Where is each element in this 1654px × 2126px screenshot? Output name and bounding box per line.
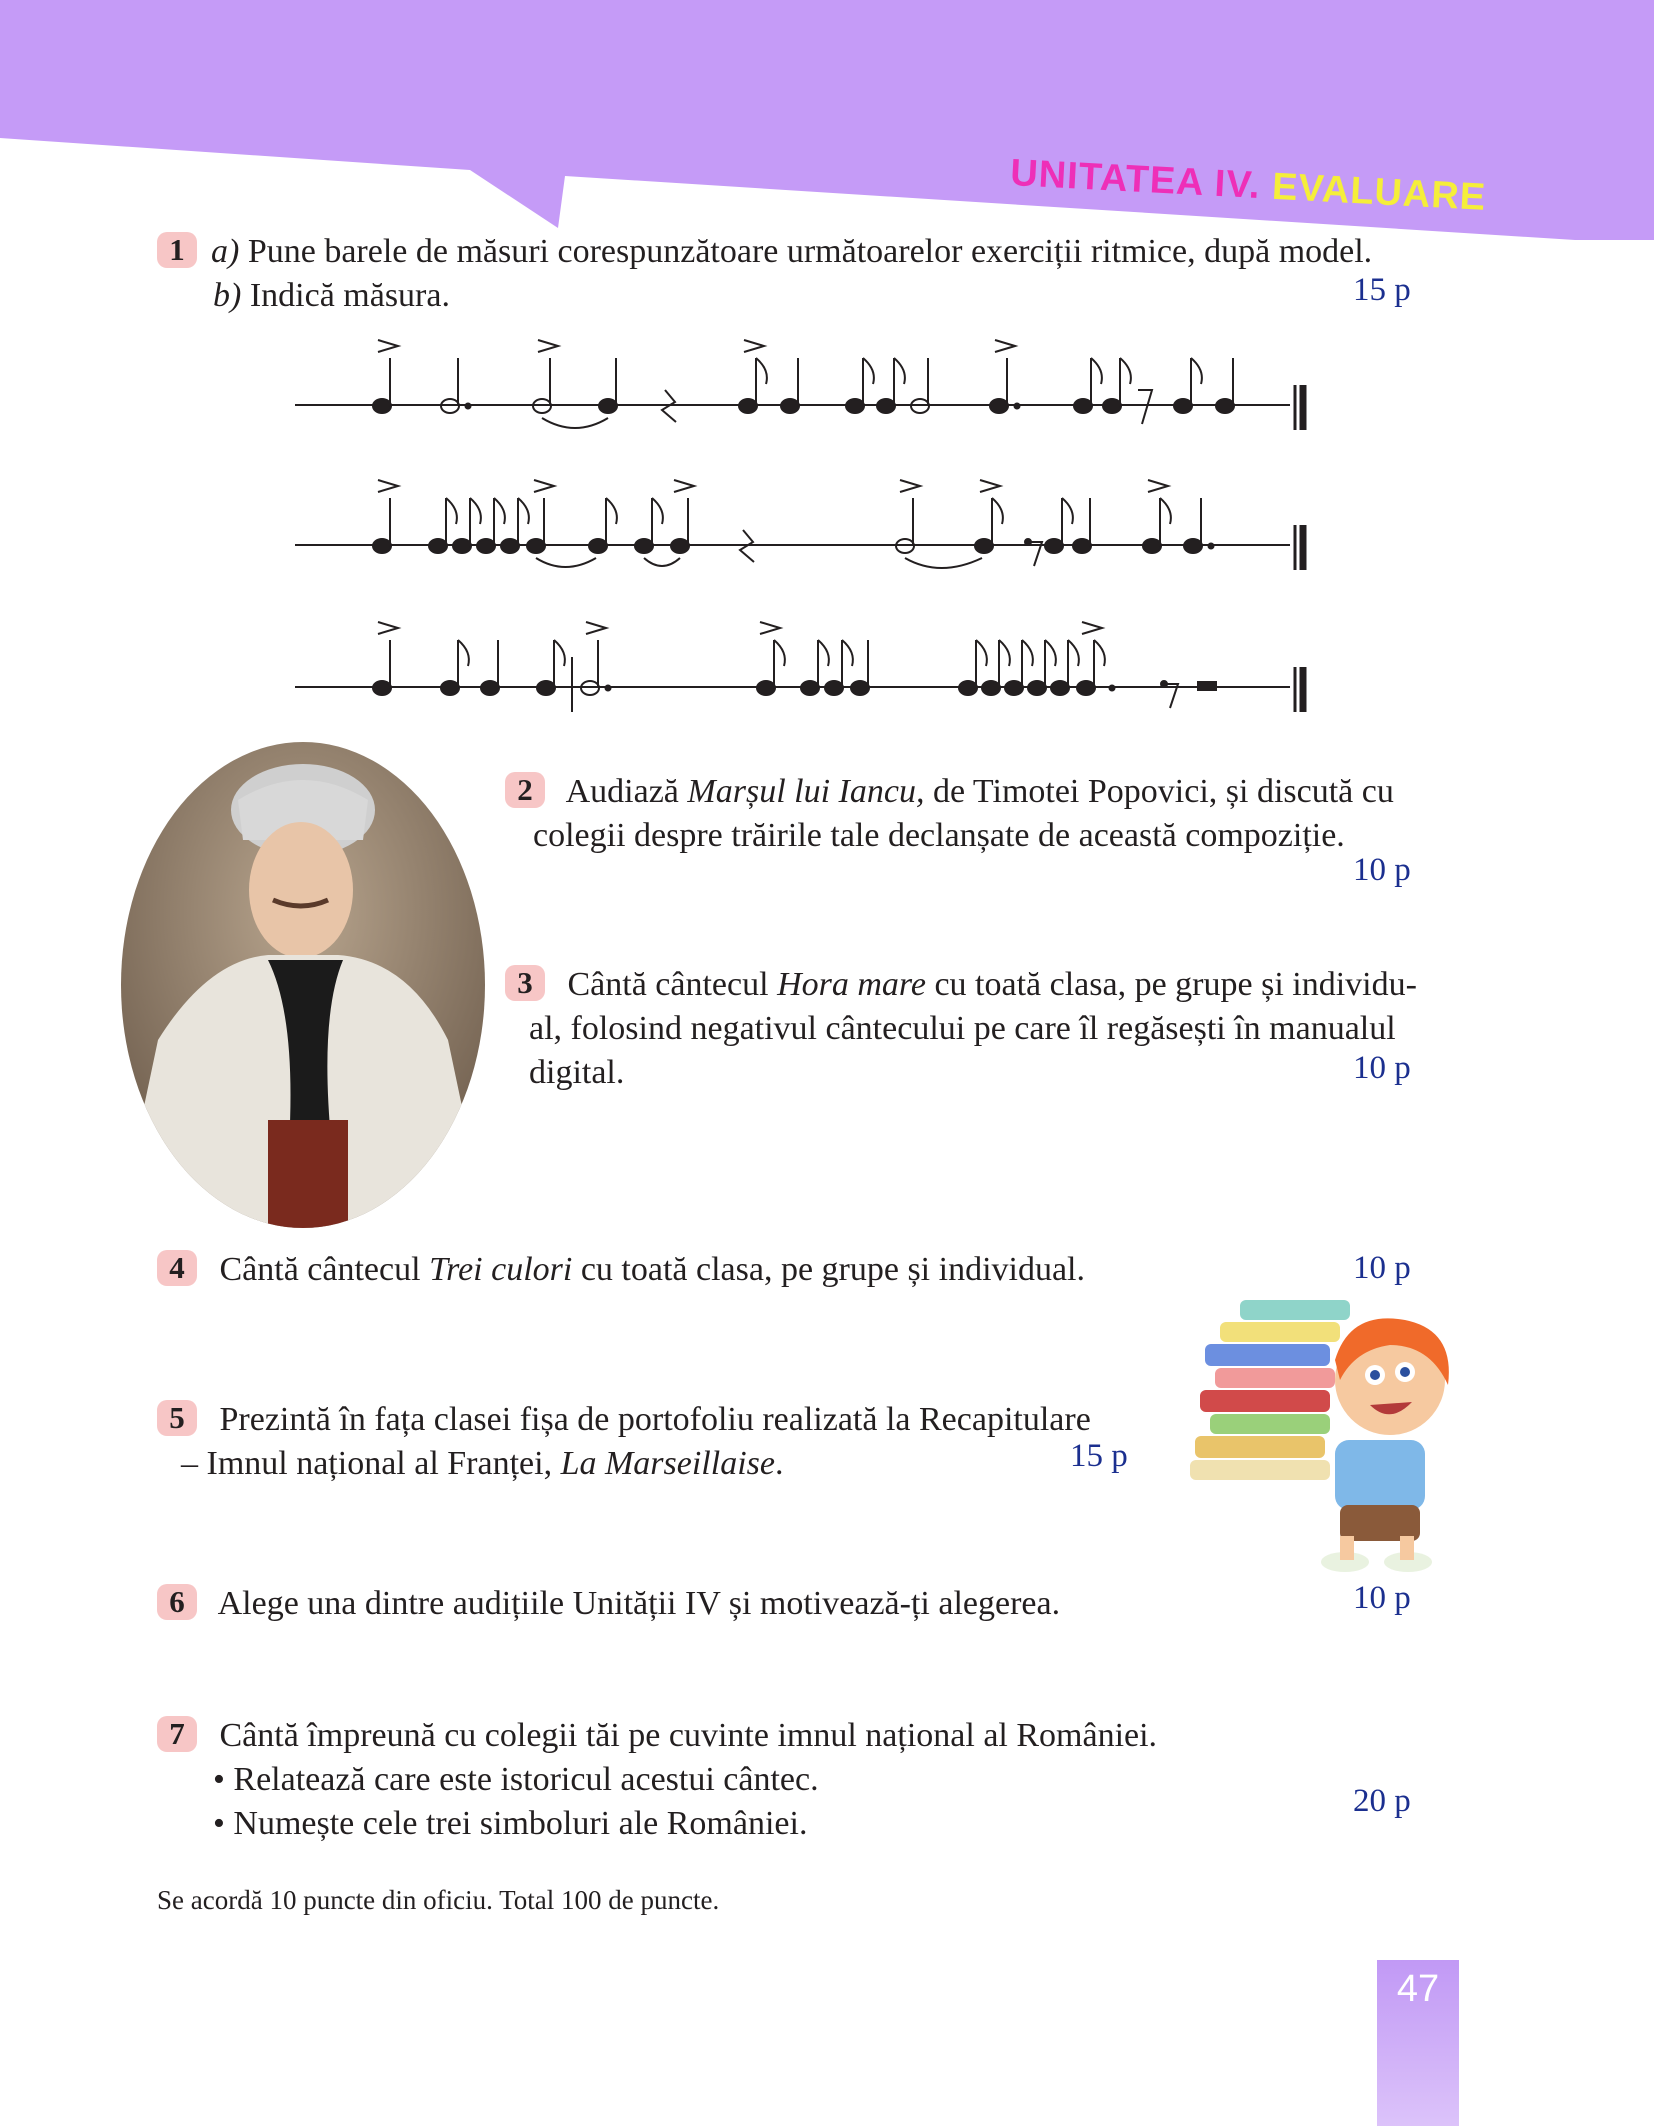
- exercise-6-points: 10 p: [1353, 1580, 1411, 1616]
- exercise-6: [157, 1582, 1217, 1626]
- exercise-2: [505, 770, 1465, 858]
- exercise-1-instruction-b: Indică măsura.: [241, 277, 450, 314]
- exercise-7-points: 20 p: [1353, 1783, 1411, 1819]
- exercise-number: 7: [157, 1716, 197, 1752]
- exercise-number: 1: [157, 232, 197, 268]
- exercise-5-line-2-before: – Imnul național al Franței,: [181, 1445, 561, 1482]
- exercise-number: 6: [157, 1584, 197, 1620]
- exercise-1-line-b: [157, 274, 1457, 318]
- kid-illustration: [1190, 1290, 1470, 1590]
- exercise-number: 4: [157, 1250, 197, 1286]
- exercise-1-points: 15 p: [1353, 272, 1411, 308]
- exercise-2-points: 10 p: [1353, 852, 1411, 888]
- exercise-5-points: 15 p: [1070, 1438, 1128, 1474]
- exercise-number: 3: [505, 965, 545, 1001]
- exercise-3-text-before: Cântă cântecul: [559, 966, 778, 1003]
- exercise-3-line-1: [505, 963, 1465, 1007]
- exercise-5-line-2: [181, 1442, 1197, 1486]
- exercise-4-text-before: Cântă cântecul: [211, 1251, 430, 1288]
- exercise-3-title: Hora mare: [777, 966, 926, 1003]
- exercise-7: [157, 1714, 1257, 1846]
- exercise-number: 5: [157, 1400, 197, 1436]
- rhythm-exercise-2: [290, 470, 1320, 620]
- exercise-5-line-2-after: .: [774, 1445, 784, 1482]
- exercise-4: [157, 1248, 1207, 1292]
- exercise-3-text-after: cu toată clasa, pe grupe și individu-: [925, 966, 1417, 1003]
- exercise-1-line-a: [157, 230, 1457, 274]
- exercise-5: [157, 1398, 1197, 1486]
- exercise-1: [157, 230, 1457, 318]
- exercise-number: 2: [505, 772, 545, 808]
- exercise-4-points: 10 p: [1353, 1250, 1411, 1286]
- exercise-2-title: Marșul lui Iancu,: [687, 773, 925, 810]
- unit-label: UNITATEA IV.: [1009, 152, 1262, 208]
- exercise-7-bullet-2: • Numește cele trei simboluri ale României.: [213, 1805, 808, 1842]
- exercise-2-text-before: Audiază: [559, 773, 688, 810]
- exercise-2-line-1: [505, 770, 1465, 814]
- exercise-2-text-after: de Timotei Popovici, și discută cu: [924, 773, 1394, 810]
- rhythm-exercise-1: [290, 330, 1320, 480]
- exercise-5-text: Prezintă în fața clasei fișa de portofoliu realizată la Recapitulare: [211, 1401, 1091, 1438]
- exercise-3-line-2: al, folosind negativul cântecului pe care îl regăsești în manualul: [529, 1010, 1396, 1047]
- exercise-5-title: La Marseillaise: [560, 1445, 775, 1482]
- exercise-3: [505, 963, 1465, 1095]
- exercise-7-bullet-1: • Relatează care este istoricul acestui cântec.: [213, 1761, 819, 1798]
- exercise-4-text-after: cu toată clasa, pe grupe și individual.: [572, 1251, 1086, 1288]
- exercise-6-text: Alege una dintre audițiile Unității IV și motivează-ți alegerea.: [211, 1585, 1061, 1622]
- exercise-7-text: Cântă împreună cu colegii tăi pe cuvinte imnul național al României.: [211, 1717, 1158, 1754]
- scoring-note: Se acordă 10 puncte din oficiu. Total 100 de puncte.: [157, 1885, 720, 1915]
- exercise-7-line-1: [157, 1714, 1257, 1758]
- item-a-label: a): [211, 233, 240, 270]
- exercise-3-points: 10 p: [1353, 1050, 1411, 1086]
- exercise-3-line-3: digital.: [529, 1054, 625, 1091]
- page-number: 47: [1396, 1968, 1440, 2010]
- exercise-5-line-1: [157, 1398, 1197, 1442]
- portrait-image: [118, 740, 488, 1230]
- exercise-1-instruction-a: Pune barele de măsuri corespunzătoare următoarelor exerciții ritmice, după model.: [239, 233, 1373, 270]
- exercise-4-title: Trei culori: [429, 1251, 573, 1288]
- item-b-label: b): [213, 277, 242, 314]
- exercise-2-line-2: colegii despre trăirile tale declanșate de această compoziție.: [533, 817, 1345, 854]
- section-label: EVALUARE: [1271, 165, 1488, 219]
